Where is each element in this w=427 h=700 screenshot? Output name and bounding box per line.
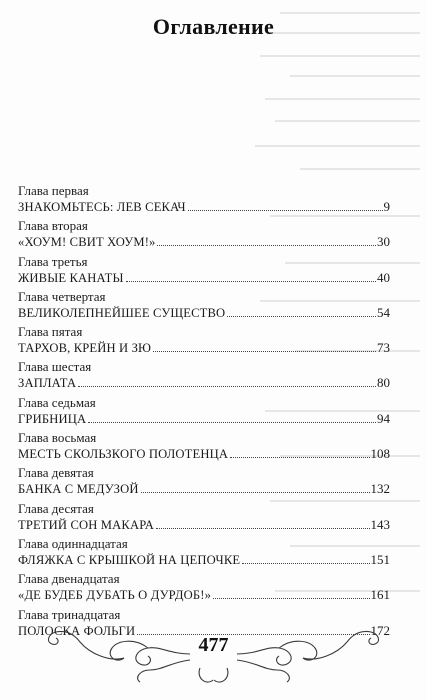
chapter-page-number: 9 (383, 199, 390, 214)
toc-line (18, 198, 390, 215)
chapter-page-number: 172 (370, 622, 390, 638)
toc-line (18, 551, 390, 568)
dot-leader (157, 245, 376, 246)
toc-line (18, 586, 390, 603)
dot-leader (230, 457, 369, 458)
chapter-label: Глава двенадцатая (18, 571, 120, 587)
chapter-label: Глава третья (18, 253, 88, 269)
footer (0, 618, 427, 700)
dot-leader (153, 351, 376, 352)
dot-leader (126, 281, 376, 282)
chapter-title: МЕСТЬ СКОЛЬЗКОГО ПОЛОТЕНЦА (18, 447, 229, 462)
chapter-page-number: 151 (370, 551, 390, 567)
chapter-page-number: 30 (377, 234, 390, 250)
chapter-label: Глава девятая (18, 465, 94, 481)
chapter-page-number: 143 (370, 516, 390, 532)
toc-entry (18, 430, 390, 465)
chapter-page-number: 161 (370, 587, 390, 603)
chapter-title: ЖИВЫЕ КАНАТЫ (18, 270, 124, 285)
chapter-label: Глава тринадцатая (18, 606, 121, 622)
dot-leader (188, 210, 383, 211)
dot-leader (242, 563, 369, 564)
dot-leader (141, 492, 370, 493)
chapter-title: ГРИБНИЦА (18, 411, 87, 426)
toc-entry (18, 395, 390, 430)
chapter-label: Глава одиннадцатая (18, 535, 128, 551)
toc-entry (18, 359, 390, 394)
chapter-title: ЗАПЛАТА (18, 376, 77, 391)
chapter-page-number: 40 (377, 269, 390, 285)
chapter-page-number: 108 (370, 446, 390, 462)
toc-line (18, 269, 390, 286)
toc-line (18, 374, 390, 391)
toc-line (18, 410, 390, 427)
chapter-title: ФЛЯЖКА С КРЫШКОЙ НА ЦЕПОЧКЕ (18, 552, 241, 567)
chapter-title: «ДЕ БУДЕБ ДУБАТЬ О ДУРДОБ!» (18, 588, 212, 603)
table-of-contents (18, 183, 390, 642)
chapter-label: Глава седьмая (18, 394, 96, 410)
chapter-title: БАНКА С МЕДУЗОЙ (18, 482, 139, 497)
chapter-label: Глава шестая (18, 359, 92, 375)
toc-entry (18, 324, 390, 359)
chapter-title: ЗНАКОМЬТЕСЬ: ЛЕВ СЕКАЧ (18, 200, 186, 214)
toc-entry (18, 571, 390, 606)
chapter-page-number: 73 (377, 340, 390, 356)
toc-line (18, 233, 390, 250)
chapter-label: Глава вторая (18, 218, 88, 234)
toc-line (18, 480, 390, 497)
chapter-title: «ХОУМ! СВИТ ХОУМ!» (18, 235, 156, 250)
chapter-title: ПОЛОСКА ФОЛЬГИ (18, 623, 136, 638)
dot-leader (88, 422, 376, 423)
chapter-page-number: 80 (377, 375, 390, 391)
chapter-page-number: 94 (377, 410, 390, 426)
chapter-label: Глава четвертая (18, 288, 106, 304)
toc-entry (18, 501, 390, 536)
toc-line (18, 516, 390, 533)
toc-line (18, 304, 390, 321)
chapter-label: Глава восьмая (18, 430, 97, 446)
toc-entry (18, 218, 390, 253)
toc-entry (18, 183, 390, 218)
dot-leader (78, 386, 376, 387)
toc-line (18, 445, 390, 462)
toc-line (18, 339, 390, 356)
dot-leader (213, 598, 369, 599)
toc-entry (18, 289, 390, 324)
chapter-label: Глава десятая (18, 500, 94, 516)
toc-entry (18, 465, 390, 500)
chapter-title: ТАРХОВ, КРЕЙН И ЗЮ (18, 341, 152, 356)
chapter-label: Глава первая (18, 183, 89, 198)
dot-leader (227, 316, 376, 317)
chapter-label: Глава пятая (18, 324, 83, 340)
chapter-page-number: 54 (377, 304, 390, 320)
dot-leader (156, 528, 370, 529)
swirl-ornament-icon (0, 618, 427, 700)
toc-entry (18, 254, 390, 289)
chapter-title: ВЕЛИКОЛЕПНЕЙШЕЕ СУЩЕСТВО (18, 305, 226, 320)
chapter-page-number: 132 (370, 481, 390, 497)
toc-entry (18, 536, 390, 571)
chapter-title: ТРЕТИЙ СОН МАКАРА (18, 517, 154, 532)
page-number: 477 (198, 634, 229, 656)
page-title: Оглавление (152, 14, 275, 39)
